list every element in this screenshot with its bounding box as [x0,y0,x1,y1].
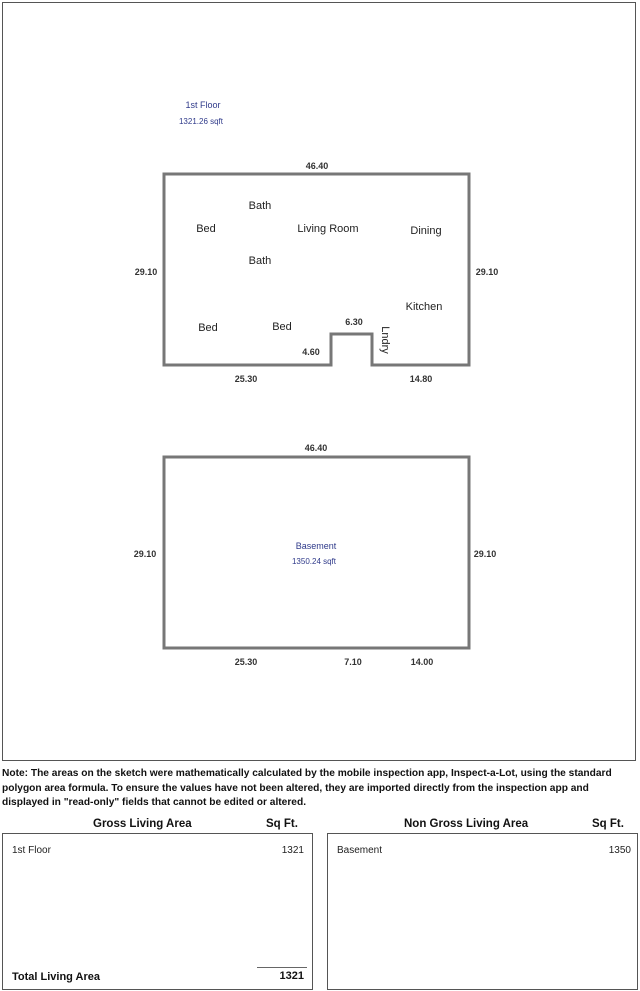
first-floor-outline [164,174,469,365]
room-bed-bottom-mid: Bed [272,321,292,333]
total-living-area-value: 1321 [279,970,304,982]
room-bed-top: Bed [196,223,216,235]
room-bed-bottom-left: Bed [198,322,218,334]
room-kitchen: Kitchen [405,301,443,313]
basement-dim-right: 29.10 [473,549,497,559]
basement-dim-bottom-right: 14.00 [410,657,434,667]
room-bath-mid: Bath [248,255,272,267]
basement-title: Basement [295,541,337,551]
gla-table [2,833,313,990]
first-floor-dim-notch-width: 6.30 [345,317,363,327]
first-floor-dim-right: 29.10 [475,267,499,277]
gla-sqft-header: Sq Ft. [266,818,298,830]
first-floor-dim-notch-depth: 4.60 [302,347,320,357]
first-floor-title: 1st Floor [185,100,221,110]
basement-dim-top: 46.40 [304,443,328,453]
basement-dim-bottom-left: 25.30 [234,657,258,667]
room-laundry: Lndry [379,326,391,354]
ngla-table [327,833,638,990]
first-floor-dim-bottom-right: 14.80 [409,374,433,384]
first-floor-dim-top: 46.40 [305,161,329,171]
ngla-header: Non Gross Living Area [404,818,529,830]
gla-header: Gross Living Area [93,818,192,830]
basement-area: 1350.24 sqft [291,557,337,566]
ngla-row-label: Basement [337,845,383,856]
first-floor-dim-left: 29.10 [134,267,158,277]
gla-row-value: 1321 [281,845,304,856]
room-bath-top: Bath [248,200,272,212]
gla-row-label: 1st Floor [12,845,51,856]
first-floor-dim-bottom-left: 25.30 [234,374,258,384]
total-divider [257,967,307,968]
floor-plan-sketch [3,3,637,762]
basement-dim-bottom-mid: 7.10 [344,657,362,667]
total-living-area-label: Total Living Area [12,971,101,983]
calculation-note: Note: The areas on the sketch were mathematically calculated by the mobile inspection app, Inspect-a-Lot, using the standard polygon area formula. To ensure the values have not been altered, they are imported directly from the inspection app and displayed in "read-only" fields that cannot be edited or altered. [2,768,612,808]
ngla-sqft-header: Sq Ft. [592,818,624,830]
sketch-frame [2,2,636,761]
first-floor-area: 1321.26 sqft [178,117,224,126]
basement-dim-left: 29.10 [133,549,157,559]
ngla-row-value: 1350 [608,845,631,856]
basement-outline [164,457,469,648]
room-dining: Dining [410,225,442,237]
room-living-room: Living Room [297,223,359,235]
